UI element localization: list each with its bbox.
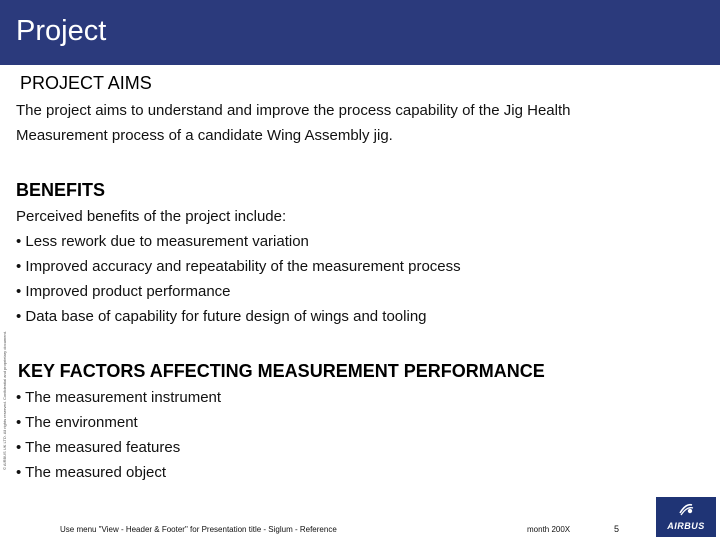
aims-line-2: Measurement process of a candidate Wing Assembly jig. [16,127,393,144]
slide-title: Project [16,15,107,47]
benefits-intro: Perceived benefits of the project include: [16,208,287,225]
benefit-item: • Improved product performance [16,283,231,300]
logo-text: AIRBUS [667,521,705,531]
benefit-item: • Improved accuracy and repeatability of the measurement process [16,258,461,275]
footer-note: Use menu "View - Header & Footer" for Presentation title - Siglum - Reference [60,525,337,534]
title-bar [0,0,720,65]
aims-line-1: The project aims to understand and improve the process capability of the Jig Health [16,102,571,119]
key-factor-item: • The measurement instrument [16,389,222,406]
logo-mark-icon [678,501,694,517]
aims-heading: PROJECT AIMS [20,73,152,93]
footer-date: month 200X [527,525,571,534]
benefit-item: • Less rework due to measurement variation [16,233,309,250]
page-number: 5 [614,524,620,534]
benefit-item: • Data base of capability for future design of wings and tooling [16,308,427,325]
benefits-heading: BENEFITS [16,180,106,200]
key-factor-item: • The measured features [16,439,181,456]
key-factors-heading: KEY FACTORS AFFECTING MEASUREMENT PERFORMANCE [18,361,545,381]
key-factor-item: • The measured object [16,464,167,481]
airbus-logo [656,497,716,537]
copyright-notice: © AIRBUS UK LTD. All rights reserved. Confidential and proprietary document. [2,331,7,470]
key-factor-item: • The environment [16,414,138,431]
